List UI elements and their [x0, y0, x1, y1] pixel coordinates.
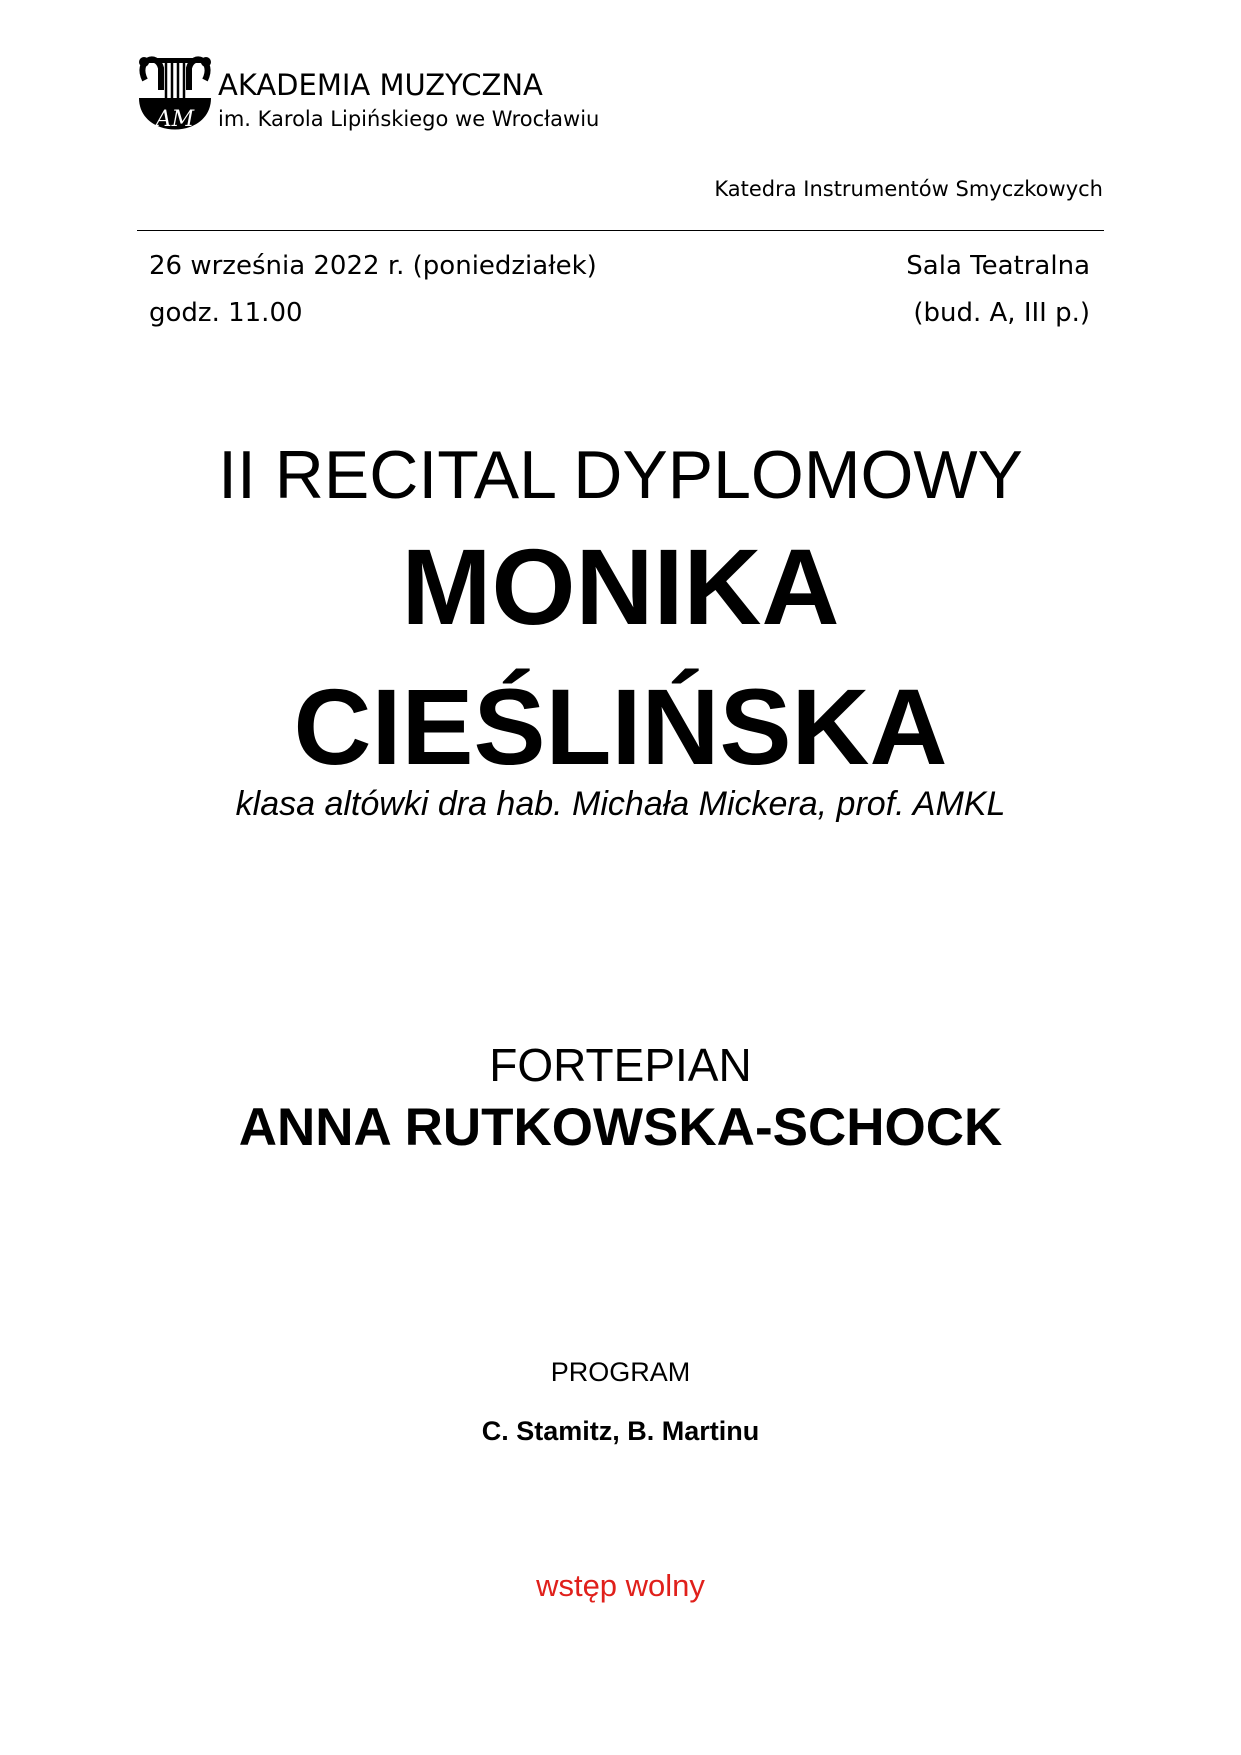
- recital-title: II RECITAL DYPLOMOWY: [218, 437, 1023, 513]
- institution-subtitle: im. Karola Lipińskiego we Wrocławiu: [218, 107, 600, 131]
- lyre-icon: [135, 50, 215, 146]
- event-time: godz. 11.00: [149, 298, 303, 328]
- logo-monogram: AM: [155, 107, 195, 132]
- admission-note: wstęp wolny: [536, 1568, 705, 1603]
- class-info: klasa altówki dra hab. Michała Mickera, prof. AMKL: [235, 785, 1006, 823]
- header-divider: [137, 230, 1104, 231]
- event-date: 26 września 2022 r. (poniedziałek): [149, 251, 597, 281]
- performer-last-name: CIEŚLIŃSKA: [293, 666, 948, 787]
- department-name: Katedra Instrumentów Smyczkowych: [714, 177, 1103, 201]
- accompaniment-instrument: FORTEPIAN: [489, 1039, 752, 1091]
- academy-logo: [135, 50, 215, 146]
- pianist-name: ANNA RUTKOWSKA-SCHOCK: [238, 1098, 1003, 1157]
- institution-name: AKADEMIA MUZYCZNA: [218, 68, 543, 102]
- program-label: PROGRAM: [550, 1357, 691, 1387]
- event-venue: Sala Teatralna: [906, 251, 1090, 281]
- performer-first-name: MONIKA: [401, 526, 840, 647]
- program-composers: C. Stamitz, B. Martinu: [481, 1416, 760, 1446]
- event-venue-detail: (bud. A, III p.): [913, 298, 1090, 328]
